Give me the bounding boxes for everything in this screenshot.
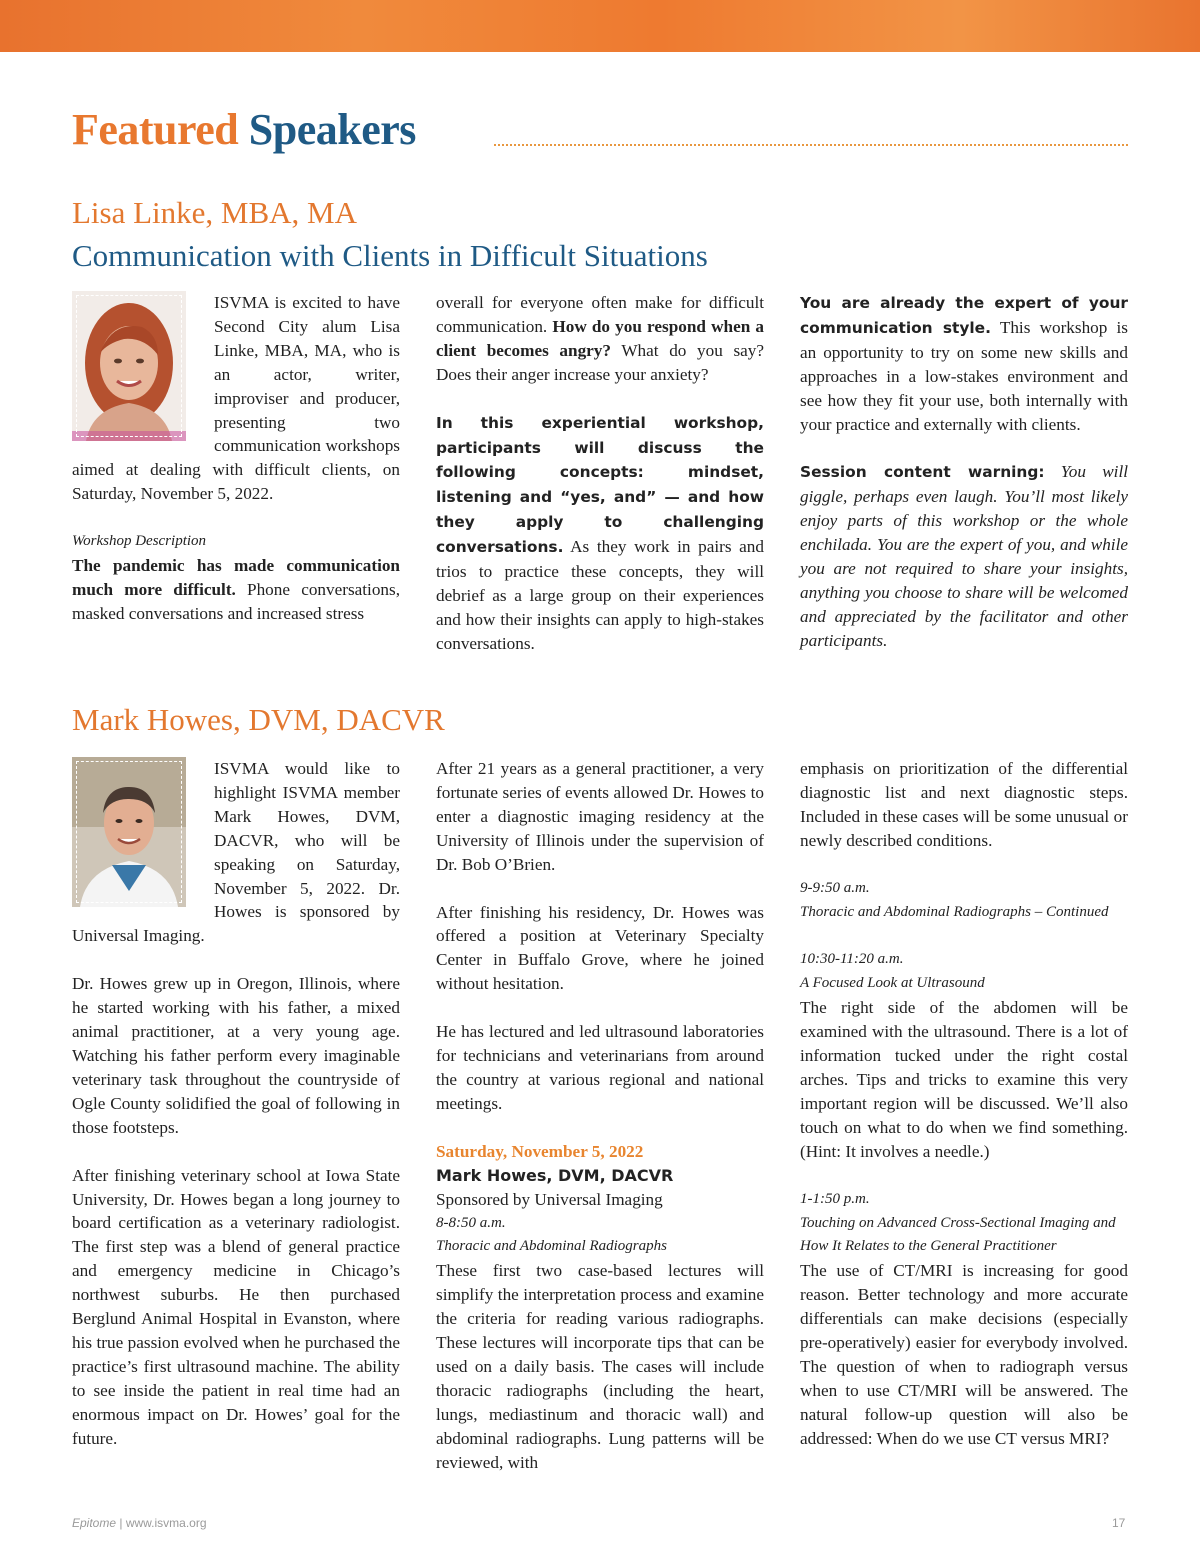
- speaker2-column-1: [72, 757, 400, 1450]
- speaker1-col3-p1-rest: This workshop is an opportunity to try on some new skills and approaches in a low-stakes environment and see how they fit your use, both internally with your practice and externally with clients.: [800, 317, 1128, 434]
- speaker1-col2-paragraph2: [436, 411, 764, 656]
- speaker2-col1-paragraph3: After finishing veterinary school at Iowa State University, Dr. Howes began a long journey to board certification as a veterinary radiologist. The first step was a blend of general practice and emergency medicine in Chicago’s northwest suburbs. He then purchased Berglund Animal Hospital in Evanston, where his true passion evolved when he purchased the practice’s first ultrasound machine. The ability to see inside the patient in real time had an enormous impact on Dr. Howes’ goal for the future.: [72, 1165, 400, 1448]
- session4-time: 1-1:50 p.m.: [800, 1190, 870, 1207]
- session3-title: A Focused Look at Ultrasound: [800, 975, 985, 992]
- page-title: [72, 104, 416, 155]
- page-title-word1: Featured: [72, 105, 239, 154]
- session-content-warning-label: Session content warning:: [800, 463, 1045, 482]
- speaker2-col2-paragraph3: He has lectured and led ultrasound laboratories for technicians and veterinarians from around the country at various regional and national meetings.: [436, 1022, 764, 1113]
- session4-title: Touching on Advanced Cross-Sectional Imaging and How It Relates to the General Practitioner: [800, 1214, 1116, 1255]
- speaker1-col2-p2-bold: In this experiential workshop, participants will discuss the following concepts: mindset, listening and “yes, and” — and how they apply to challenging conversations.: [436, 413, 764, 557]
- speaker2-col2-paragraph1: After 21 years as a general practitioner, a very fortunate series of events allowed Dr. Howes to enter a diagnostic imaging residency at the University of Illinois under the supervision of Dr. Bob O’Brien.: [436, 759, 764, 874]
- session2-title: Thoracic and Abdominal Radiographs – Continued: [800, 903, 1109, 920]
- session4-description: The use of CT/MRI is increasing for good reason. Better technology and more accurate differentials can make decisions (especially pre-operatively) easier for everybody involved. The question of when to radiograph versus when to use CT/MRI will be answered. The natural follow-up question will also be addressed: When do we use CT versus MRI?: [800, 1261, 1128, 1448]
- session-content-warning-text: You will giggle, perhaps even laugh. You’ll most likely enjoy parts of this workshop or the whole enchilada. You are the expert of you, and while you are not required to share your insights, anything you choose to share will be welcomed and appreciated by the facilitator and other participants.: [800, 462, 1128, 650]
- speaker2-intro: ISVMA would like to highlight ISVMA member Mark Howes, DVM, DACVR, who will be speaking on Saturday, November 5, 2022. Dr. Howes is sponsored by Universal Imaging.: [72, 759, 400, 946]
- speaker1-name: Lisa Linke, MBA, MA: [72, 195, 358, 230]
- speaker1-col3-paragraph1: [800, 291, 1128, 436]
- speaker1-col2-p1a: overall for everyone often make for difficult communication.: [436, 293, 764, 336]
- speaker2-name: Mark Howes, DVM, DACVR: [72, 702, 445, 737]
- lisa-linke-photo: [72, 291, 186, 441]
- footer-brand: Epitome: [72, 1516, 117, 1530]
- page-number: 17: [1112, 1516, 1126, 1530]
- schedule-sponsor: Sponsored by Universal Imaging: [436, 1189, 663, 1209]
- speaker1-col2-p1-bold: How do you respond when a client becomes angry?: [436, 316, 764, 360]
- speaker1-intro: ISVMA is excited to have Second City alum Lisa Linke, MBA, MA, who is an actor, writer, improviser and producer, presenting two communication workshops aimed at dealing with difficult clients, on Saturday, November 5, 2022.: [72, 293, 400, 504]
- speaker1-col1-paragraph: [72, 554, 400, 626]
- title-dotted-rule: [494, 144, 1128, 146]
- speaker1-column-3: [800, 291, 1128, 653]
- session1-title: Thoracic and Abdominal Radiographs: [436, 1238, 667, 1255]
- schedule-date: Saturday, November 5, 2022: [436, 1141, 644, 1161]
- speaker1-col3-paragraph2: [800, 460, 1128, 652]
- session3-time: 10:30-11:20 a.m.: [800, 951, 904, 968]
- workshop-description-label: Workshop Description: [72, 533, 207, 550]
- speaker1-column-2: [436, 291, 764, 656]
- speaker1-col1-rest: Phone conversations, masked conversations and increased stress: [72, 579, 400, 623]
- session1-time: 8-8:50 a.m.: [436, 1214, 506, 1231]
- schedule-speaker-name: Mark Howes, DVM, DACVR: [436, 1165, 674, 1185]
- speaker2-column-3: [800, 757, 1128, 1451]
- session2-time: 9-9:50 a.m.: [800, 879, 870, 896]
- speaker1-col1-bold: The pandemic has made communication much more difficult.: [72, 556, 400, 599]
- speaker2-col3-paragraph1: emphasis on prioritization of the differential diagnostic list and next diagnostic steps. Included in these cases will be some unusual or newly described conditions.: [800, 759, 1128, 850]
- speaker1-col2-p1b: What do you say? Does their anger increase your anxiety?: [436, 340, 765, 384]
- speaker2-column-2: [436, 757, 764, 1474]
- session3-description: The right side of the abdomen will be examined with the ultrasound. There is a lot of information tucked under the right costal arches. Tips and tricks to examine this very important region will be discussed. We’ll also touch on what to do when we find something. (Hint: It involves a needle.): [800, 998, 1128, 1161]
- speaker2-col2-paragraph2: After finishing his residency, Dr. Howes was offered a position at Veterinary Specialty Center in Buffalo Grove, where he joined without hesitation.: [436, 902, 764, 994]
- speaker1-col3-p1-bold: You are already the expert of your communication style.: [800, 294, 1128, 337]
- footer-left: [72, 1516, 207, 1530]
- speaker1-session-title: Communication with Clients in Difficult Situations: [72, 238, 708, 273]
- speaker1-column-1: [72, 291, 400, 626]
- mark-howes-photo: [72, 757, 186, 907]
- speaker2-col1-paragraph2: Dr. Howes grew up in Oregon, Illinois, where he started working with his father, a mixed animal practitioner, at a very young age. Watching his father perform every imaginable veterinary task throughout the countryside of Ogle County solidified the goal of following in those footsteps.: [72, 974, 400, 1137]
- speaker1-col2-p2-rest: As they work in pairs and trios to practice these concepts, they will debrief as a large group on their experiences and how their insights can apply to high-stakes conversations.: [436, 537, 764, 653]
- speaker1-col2-paragraph1: [436, 291, 764, 387]
- page-title-word2: Speakers: [248, 105, 416, 154]
- footer-url[interactable]: www.isvma.org: [125, 1516, 207, 1530]
- top-decorative-band: [0, 0, 1200, 52]
- footer-separator: |: [119, 1516, 123, 1530]
- session1-description: These first two case-based lectures will simplify the interpretation process and examine the criteria for reading various radiographs. These lectures will incorporate tips that can be used on a daily basis. The cases will include thoracic radiographs (including the heart, lungs, mediastinum and thoracic wall) and abdominal radiographs. Lung patterns will be reviewed, with: [436, 1261, 764, 1472]
